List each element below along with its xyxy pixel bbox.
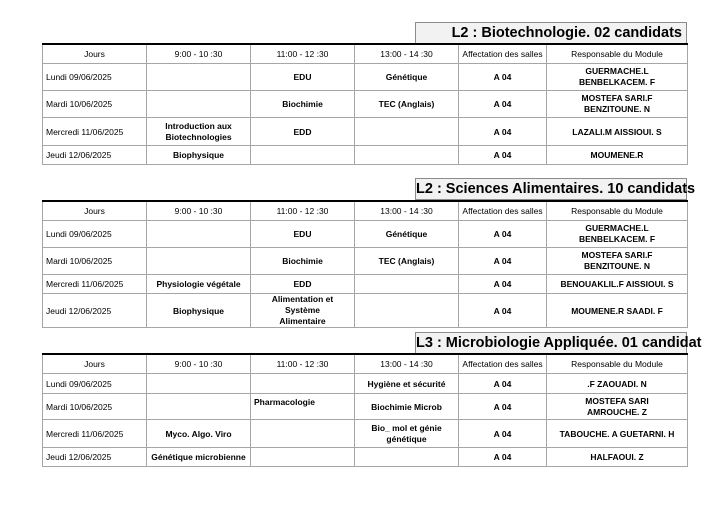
- room-cell: A 04: [459, 294, 547, 328]
- section-title: L2 : Biotechnologie. 02 candidats: [415, 22, 687, 44]
- slot-3-cell: [355, 275, 459, 294]
- slot-1-cell: Introduction aux Biotechnologies: [147, 118, 251, 146]
- slot-1-cell: Physiologie végétale: [147, 275, 251, 294]
- responsable-cell: GUERMACHE.L BENBELKACEM. F: [547, 64, 688, 91]
- slot-2-cell: Biochimie: [251, 248, 355, 275]
- slot-2-cell: Pharmacologie: [251, 394, 355, 420]
- room-cell: A 04: [459, 448, 547, 467]
- room-cell: A 04: [459, 146, 547, 165]
- schedule-table: [42, 43, 688, 165]
- responsable-cell: GUERMACHE.L BENBELKACEM. F: [547, 221, 688, 248]
- header-responsable: Responsable du Module: [547, 44, 688, 64]
- section-title: L2 : Sciences Alimentaires. 10 candidats: [415, 178, 687, 200]
- day-cell: Mercredi 11/06/2025: [43, 118, 147, 146]
- responsable-cell: MOUMENE.R: [547, 146, 688, 165]
- table-row: [43, 394, 688, 420]
- header-jours: Jours: [43, 44, 147, 64]
- slot-1-cell: [147, 374, 251, 394]
- day-cell: Lundi 09/06/2025: [43, 221, 147, 248]
- slot-1-cell: Biophysique: [147, 294, 251, 328]
- schedule-table: [42, 200, 688, 328]
- header-slot-1: 9:00 - 10 :30: [147, 201, 251, 221]
- table-row: [43, 420, 688, 448]
- slot-3-cell: TEC (Anglais): [355, 91, 459, 118]
- responsable-cell: LAZALI.M AISSIOUI. S: [547, 118, 688, 146]
- header-slot-3: 13:00 - 14 :30: [355, 354, 459, 374]
- header-jours: Jours: [43, 201, 147, 221]
- room-cell: A 04: [459, 394, 547, 420]
- slot-3-cell: [355, 118, 459, 146]
- slot-1-cell: [147, 221, 251, 248]
- day-cell: Mercredi 11/06/2025: [43, 420, 147, 448]
- slot-1-cell: Biophysique: [147, 146, 251, 165]
- day-cell: Mercredi 11/06/2025: [43, 275, 147, 294]
- header-slot-3: 13:00 - 14 :30: [355, 201, 459, 221]
- header-slot-2: 11:00 - 12 :30: [251, 44, 355, 64]
- slot-2-cell: EDU: [251, 64, 355, 91]
- room-cell: A 04: [459, 221, 547, 248]
- header-slot-2: 11:00 - 12 :30: [251, 201, 355, 221]
- slot-1-cell: [147, 91, 251, 118]
- slot-2-cell: EDU: [251, 221, 355, 248]
- responsable-cell: MOUMENE.R SAADI. F: [547, 294, 688, 328]
- day-cell: Lundi 09/06/2025: [43, 64, 147, 91]
- header-salles: Affectation des salles: [459, 201, 547, 221]
- room-cell: A 04: [459, 420, 547, 448]
- header-slot-1: 9:00 - 10 :30: [147, 354, 251, 374]
- slot-2-cell: Alimentation et Système Alimentaire: [251, 294, 355, 328]
- day-cell: Lundi 09/06/2025: [43, 374, 147, 394]
- slot-2-cell: Biochimie: [251, 91, 355, 118]
- responsable-cell: MOSTEFA SARI AMROUCHE. Z: [547, 394, 688, 420]
- header-slot-1: 9:00 - 10 :30: [147, 44, 251, 64]
- day-cell: Jeudi 12/06/2025: [43, 146, 147, 165]
- room-cell: A 04: [459, 64, 547, 91]
- table-row: [43, 448, 688, 467]
- slot-2-cell: EDD: [251, 118, 355, 146]
- header-salles: Affectation des salles: [459, 354, 547, 374]
- header-salles: Affectation des salles: [459, 44, 547, 64]
- day-cell: Mardi 10/06/2025: [43, 248, 147, 275]
- table-row: [43, 91, 688, 118]
- header-jours: Jours: [43, 354, 147, 374]
- slot-3-cell: [355, 448, 459, 467]
- slot-1-cell: [147, 64, 251, 91]
- slot-2-cell: [251, 146, 355, 165]
- slot-3-cell: Génétique: [355, 64, 459, 91]
- slot-3-cell: Génétique: [355, 221, 459, 248]
- room-cell: A 04: [459, 275, 547, 294]
- table-header-row: [43, 44, 688, 64]
- schedule-table: [42, 353, 688, 467]
- slot-2-cell: [251, 448, 355, 467]
- table-row: [43, 275, 688, 294]
- slot-2-cell: [251, 420, 355, 448]
- room-cell: A 04: [459, 118, 547, 146]
- table-row: [43, 374, 688, 394]
- responsable-cell: BENOUAKLIL.F AISSIOUI. S: [547, 275, 688, 294]
- slot-3-cell: Hygiène et sécurité: [355, 374, 459, 394]
- slot-3-cell: Bio_ mol et génie génétique: [355, 420, 459, 448]
- table-row: [43, 294, 688, 328]
- slot-1-cell: Génétique microbienne: [147, 448, 251, 467]
- slot-1-cell: [147, 248, 251, 275]
- day-cell: Mardi 10/06/2025: [43, 91, 147, 118]
- table-row: [43, 248, 688, 275]
- slot-2-cell: [251, 374, 355, 394]
- header-slot-3: 13:00 - 14 :30: [355, 44, 459, 64]
- header-responsable: Responsable du Module: [547, 201, 688, 221]
- slot-1-cell: [147, 394, 251, 420]
- day-cell: Jeudi 12/06/2025: [43, 294, 147, 328]
- room-cell: A 04: [459, 374, 547, 394]
- responsable-cell: MOSTEFA SARI.F BENZITOUNE. N: [547, 91, 688, 118]
- header-slot-2: 11:00 - 12 :30: [251, 354, 355, 374]
- day-cell: Jeudi 12/06/2025: [43, 448, 147, 467]
- table-row: [43, 146, 688, 165]
- room-cell: A 04: [459, 248, 547, 275]
- responsable-cell: MOSTEFA SARI.F BENZITOUNE. N: [547, 248, 688, 275]
- slot-3-cell: [355, 294, 459, 328]
- slot-1-cell: Myco. Algo. Viro: [147, 420, 251, 448]
- responsable-cell: TABOUCHE. A GUETARNI. H: [547, 420, 688, 448]
- table-row: [43, 64, 688, 91]
- slot-3-cell: [355, 146, 459, 165]
- slot-3-cell: Biochimie Microb: [355, 394, 459, 420]
- table-row: [43, 118, 688, 146]
- room-cell: A 04: [459, 91, 547, 118]
- table-row: [43, 221, 688, 248]
- responsable-cell: HALFAOUI. Z: [547, 448, 688, 467]
- slot-2-cell: EDD: [251, 275, 355, 294]
- table-header-row: [43, 354, 688, 374]
- table-header-row: [43, 201, 688, 221]
- slot-3-cell: TEC (Anglais): [355, 248, 459, 275]
- header-responsable: Responsable du Module: [547, 354, 688, 374]
- section-title: L3 : Microbiologie Appliquée. 01 candidat: [415, 332, 687, 354]
- responsable-cell: .F ZAOUADI. N: [547, 374, 688, 394]
- day-cell: Mardi 10/06/2025: [43, 394, 147, 420]
